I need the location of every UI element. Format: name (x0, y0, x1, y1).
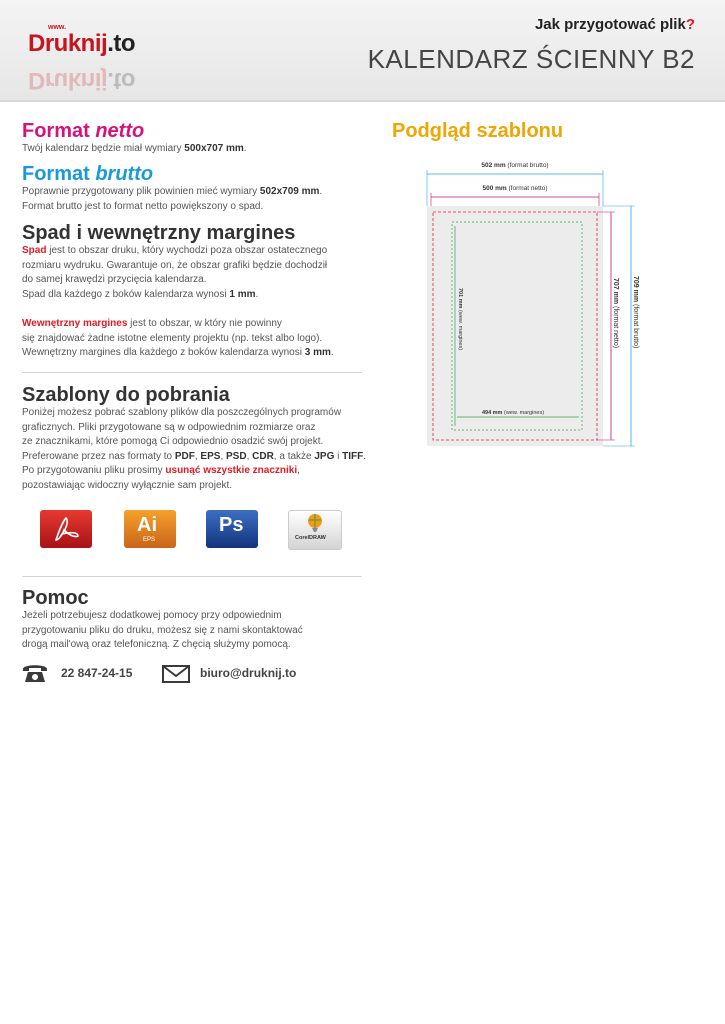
logo-text: Druknij.to (28, 30, 136, 57)
phone-icon (22, 662, 48, 684)
format-netto-text: Twój kalendarz będzie miał wymiary 500x707 mm. (22, 143, 247, 154)
eps-label: EPS (143, 537, 156, 543)
logo-www: www. (48, 24, 67, 31)
szablony-heading: Szablony do pobrania (22, 384, 230, 406)
pdf-icon[interactable] (40, 510, 92, 548)
netto-height-label: 707 mm (format netto) (612, 278, 619, 349)
section-divider (22, 576, 362, 577)
logo-reflection: Druknij.to (28, 67, 136, 94)
template-preview-diagram (415, 150, 655, 460)
illustrator-icon[interactable] (124, 510, 176, 548)
header-divider (0, 100, 725, 102)
netto-width-label: 500 mm (format netto) (482, 185, 548, 192)
phone-number[interactable]: 22 847-24-15 (61, 666, 133, 680)
ps-label: Ps (219, 514, 244, 536)
format-netto-heading: Format netto (22, 120, 145, 142)
brutto-height-label: 709 mm (format brutto) (632, 276, 639, 349)
margin-width-label: 494 mm (wew. margines) (481, 410, 545, 416)
format-brutto-heading: Format brutto (22, 163, 154, 185)
coreldraw-icon[interactable] (288, 510, 342, 550)
spad-text: Spad jest to obszar druku, który wychodzi poza obszar ostatecznego rozmiaru wydruku. Gwarantuje on, że obszar grafiki będzie dochodził do samej krawędzi przycięcia kalendarza. Spad dla każdego z boków kalendarza wynosi 1 mm. (22, 245, 328, 300)
pomoc-text: Jeżeli potrzebujesz dodatkowej pomocy przy odpowiednim przygotowaniu pliku do druku, możesz się z nami skontaktować drogą mail'ową oraz telefoniczną. Z chęcią służymy pomocą. (22, 610, 303, 651)
brutto-width-label: 502 mm (format brutto) (481, 162, 549, 169)
page-header (0, 0, 725, 100)
preview-heading: Podgląd szablonu (392, 120, 564, 142)
header-question: Jak przygotować plik? (534, 16, 695, 33)
spad-heading: Spad i wewnętrzny margines (22, 222, 296, 244)
ai-label: Ai (137, 514, 157, 536)
mail-icon (162, 665, 190, 683)
pomoc-heading: Pomoc (22, 587, 89, 609)
section-divider (22, 372, 362, 373)
acrobat-symbol-icon (40, 510, 92, 548)
coreldraw-label: CorelDRAW (295, 535, 326, 541)
margines-text: Wewnętrzny margines jest to obszar, w który nie powinny się znajdować żadne istotne elementy projektu (np. tekst albo logo). Wewnętrzny margines dla każdego z boków kalendarza wynosi 3 mm. (22, 318, 334, 359)
email-link[interactable]: biuro@druknij.to (200, 666, 297, 680)
margin-height-label: 701 mm (wew. margines) (457, 288, 463, 351)
szablony-text: Poniżej możesz pobrać szablony plików dla poszczególnych programów graficznych. Pliki przygotowane są w odpowiednim rozmiarze oraz ze znacznikami, które pomogą Ci odpowiednio osadzić swój projekt. Preferowane przez nas formaty to PDF, EPS, PSD, CDR, a także JPG i TIFF. Po przygotowaniu pliku prosimy usunąć wszystkie znaczniki, pozostawiając widoczny wyłącznie sam projekt. (22, 407, 367, 491)
balloon-icon (289, 511, 341, 535)
page-title: KALENDARZ ŚCIENNY B2 (367, 44, 695, 74)
format-brutto-text: Poprawnie przygotowany plik powinien mieć wymiary 502x709 mm. Format brutto jest to format netto powiększony o spad. (22, 186, 323, 212)
photoshop-icon[interactable] (206, 510, 258, 548)
